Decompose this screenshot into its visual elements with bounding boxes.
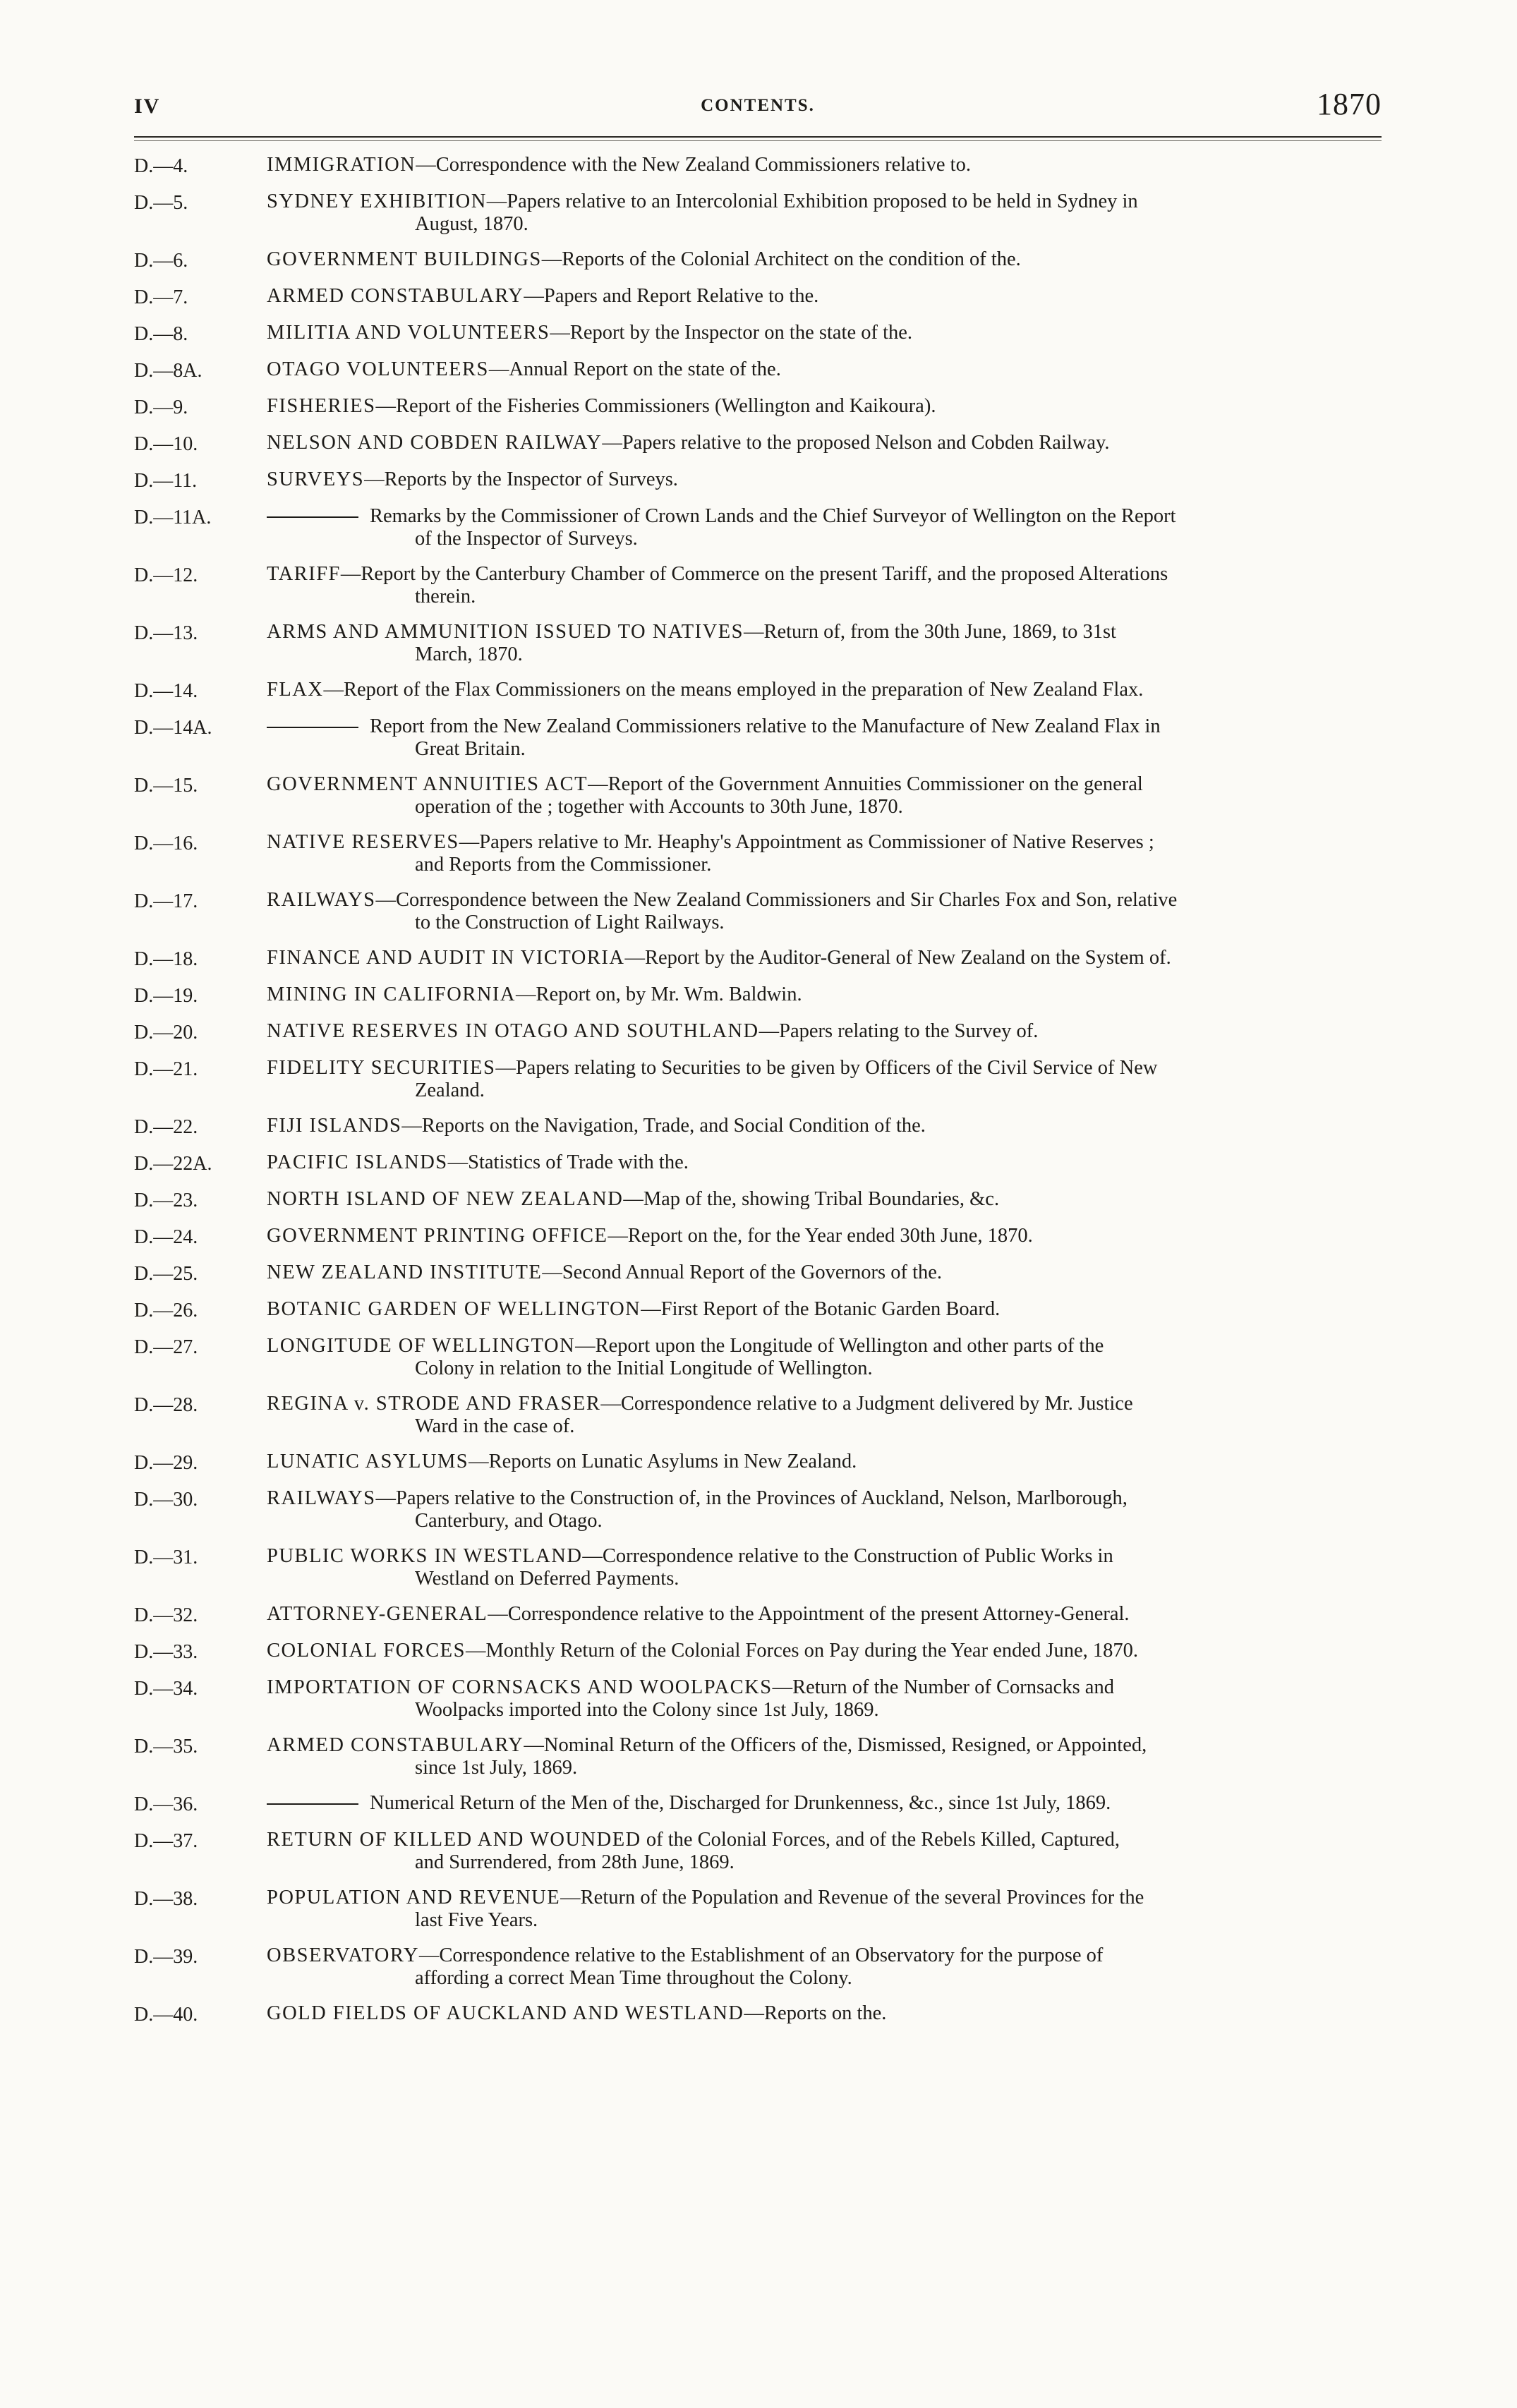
contents-entry	[134, 1734, 1382, 1779]
entry-description	[267, 1057, 1382, 1102]
ditto-dash	[267, 727, 358, 728]
entry-code: D.—32.	[134, 1604, 198, 1626]
entry-text: —Papers relative to the Construction of, in the Provinces of Auckland, Nelson, Marlborough,	[375, 1487, 1128, 1509]
entry-text: —Return of, from the 30th June, 1869, to 31st	[743, 621, 1116, 643]
header-rule-thin	[134, 140, 1382, 141]
entry-title: GOVERNMENT PRINTING OFFICE	[267, 1225, 608, 1247]
entry-text: —Papers relating to Securities to be given by Officers of the Civil Service of New	[495, 1057, 1158, 1079]
entry-text: Numerical Return of the Men of the, Discharged for Drunkenness, &c., since 1st July, 1869.	[370, 1792, 1111, 1814]
entry-title: GOLD FIELDS OF AUCKLAND AND WESTLAND	[267, 2002, 744, 2024]
entry-title: RAILWAYS	[267, 1487, 376, 1509]
entry-code: D.—7.	[134, 286, 188, 308]
entry-title: GOVERNMENT ANNUITIES ACT	[267, 773, 588, 795]
entry-continuation: of the Inspector of Surveys.	[415, 528, 638, 550]
contents-entry	[134, 1225, 1382, 1249]
entry-text: —Papers and Report Relative to the.	[524, 285, 819, 307]
contents-entry	[134, 563, 1382, 608]
entry-text: —Report by the Canterbury Chamber of Commerce on the present Tariff, and the proposed Alterations	[340, 563, 1168, 585]
entry-text: —Correspondence with the New Zealand Commissioners relative to.	[416, 154, 971, 176]
entry-title: BOTANIC GARDEN OF WELLINGTON	[267, 1298, 641, 1320]
contents-entry	[134, 395, 1382, 419]
entry-description	[267, 773, 1382, 818]
contents-entry	[134, 679, 1382, 703]
entry-text: —Report on, by Mr. Wm. Baldwin.	[515, 984, 802, 1005]
entry-text: of the Colonial Forces, and of the Rebels Killed, Captured,	[641, 1829, 1120, 1851]
entry-code: D.—21.	[134, 1058, 198, 1080]
entry-code: D.—6.	[134, 250, 188, 272]
entry-description	[267, 358, 1382, 381]
entry-description	[267, 1298, 1382, 1321]
contents-entry	[134, 621, 1382, 666]
entry-text: —Report on the, for the Year ended 30th June, 1870.	[608, 1225, 1033, 1247]
entry-text: —Report of the Flax Commissioners on the means employed in the preparation of New Zealand Flax.	[323, 679, 1144, 701]
entry-description	[267, 1115, 1382, 1137]
page-header	[134, 86, 1382, 128]
entry-code: D.—39.	[134, 1946, 198, 1968]
entry-description	[267, 1545, 1382, 1590]
contents-entry	[134, 248, 1382, 272]
entry-description	[267, 563, 1382, 608]
entry-continuation: and Surrendered, from 28th June, 1869.	[415, 1851, 735, 1873]
entry-description	[267, 1944, 1382, 1990]
entry-description	[267, 1792, 1382, 1815]
contents-entry	[134, 505, 1382, 550]
entry-description	[267, 1335, 1382, 1380]
entry-continuation: and Reports from the Commissioner.	[415, 854, 712, 876]
entry-title: TARIFF	[267, 563, 341, 585]
entry-code: D.—12.	[134, 564, 198, 586]
entry-continuation: Great Britain.	[415, 738, 526, 760]
entry-text: —Reports on Lunatic Asylums in New Zealand.	[469, 1451, 857, 1472]
contents-entry	[134, 1151, 1382, 1175]
entry-description	[267, 831, 1382, 876]
entry-description	[267, 621, 1382, 666]
entry-code: D.—38.	[134, 1888, 198, 1910]
entry-continuation: Ward in the case of.	[415, 1415, 575, 1437]
entry-code: D.—19.	[134, 985, 198, 1007]
contents-list	[134, 154, 1382, 2039]
entry-text: —Report by the Auditor-General of New Zealand on the System of.	[624, 947, 1171, 969]
entry-description	[267, 1487, 1382, 1532]
contents-entry	[134, 1262, 1382, 1285]
header-rule	[134, 136, 1382, 138]
contents-entry	[134, 1887, 1382, 1932]
entry-title: LONGITUDE OF WELLINGTON	[267, 1335, 576, 1357]
contents-entry	[134, 1545, 1382, 1590]
entry-text: —Papers relative to an Intercolonial Exhibition proposed to be held in Sydney in	[486, 190, 1138, 212]
entry-text: —Statistics of Trade with the.	[447, 1151, 689, 1173]
entry-code: D.—15.	[134, 775, 198, 797]
contents-entry	[134, 1020, 1382, 1044]
entry-description	[267, 1151, 1382, 1174]
contents-entry	[134, 1944, 1382, 1990]
contents-entry	[134, 1451, 1382, 1475]
entry-continuation: operation of the ; together with Accounts to 30th June, 1870.	[415, 796, 903, 818]
document-page	[134, 0, 1382, 2408]
entry-title: FLAX	[267, 679, 324, 701]
contents-entry	[134, 889, 1382, 934]
entry-title: ARMED CONSTABULARY	[267, 285, 524, 307]
contents-entry	[134, 1487, 1382, 1532]
entry-text: Report from the New Zealand Commissioners relative to the Manufacture of New Zealand Flax in	[370, 715, 1161, 737]
entry-title: OBSERVATORY	[267, 1944, 419, 1966]
contents-entry	[134, 831, 1382, 876]
entry-description	[267, 190, 1382, 236]
entry-title: GOVERNMENT BUILDINGS	[267, 248, 542, 270]
entry-title: POPULATION AND REVENUE	[267, 1887, 561, 1908]
entry-continuation: Zealand.	[415, 1079, 485, 1101]
entry-title: MINING IN CALIFORNIA	[267, 984, 516, 1005]
contents-entry	[134, 947, 1382, 971]
contents-entry	[134, 1188, 1382, 1212]
entry-text: —Annual Report on the state of the.	[488, 358, 781, 380]
entry-title: NELSON AND COBDEN RAILWAY	[267, 432, 603, 454]
entry-title: OTAGO VOLUNTEERS	[267, 358, 489, 380]
contents-entry	[134, 1640, 1382, 1664]
entry-title: NEW ZEALAND INSTITUTE	[267, 1262, 543, 1283]
entry-code: D.—35.	[134, 1736, 198, 1757]
contents-entry	[134, 285, 1382, 309]
entry-description	[267, 322, 1382, 344]
entry-text: —Reports of the Colonial Architect on the condition of the.	[541, 248, 1021, 270]
entry-description	[267, 505, 1382, 550]
entry-text: —Papers relative to Mr. Heaphy's Appointment as Commissioner of Native Reserves ;	[459, 831, 1154, 853]
entry-text: —Monthly Return of the Colonial Forces on Pay during the Year ended June, 1870.	[465, 1640, 1138, 1662]
entry-title: NATIVE RESERVES IN OTAGO AND SOUTHLAND	[267, 1020, 759, 1042]
entry-code: D.—18.	[134, 948, 198, 970]
entry-text: —Report upon the Longitude of Wellington and other parts of the	[575, 1335, 1104, 1357]
contents-entry	[134, 190, 1382, 236]
entry-description	[267, 1734, 1382, 1779]
entry-title: ARMED CONSTABULARY	[267, 1734, 524, 1756]
entry-text: —Reports on the.	[744, 2002, 887, 2024]
contents-entry	[134, 715, 1382, 761]
entry-continuation: Canterbury, and Otago.	[415, 1510, 603, 1532]
entry-code: D.—13.	[134, 622, 198, 644]
ditto-dash	[267, 516, 358, 518]
entry-code: D.—4.	[134, 155, 188, 177]
contents-entry	[134, 358, 1382, 382]
entry-code: D.—25.	[134, 1263, 198, 1285]
contents-entry	[134, 154, 1382, 178]
entry-code: D.—31.	[134, 1547, 198, 1568]
page-number: IV	[134, 95, 161, 118]
entry-text: —Correspondence relative to the Establishment of an Observatory for the purpose of	[418, 1944, 1104, 1966]
entry-code: D.—40.	[134, 2004, 198, 2026]
page-title: CONTENTS.	[701, 96, 815, 115]
entry-code: D.—20.	[134, 1022, 198, 1043]
contents-entry	[134, 2002, 1382, 2026]
entry-continuation: Woolpacks imported into the Colony since 1st July, 1869.	[415, 1699, 879, 1721]
entry-text: —First Report of the Botanic Garden Board.	[641, 1298, 1001, 1320]
entry-code: D.—11.	[134, 470, 198, 492]
entry-code: D.—14A.	[134, 717, 212, 739]
year: 1870	[1317, 87, 1382, 121]
entry-code: D.—14.	[134, 680, 198, 702]
entry-code: D.—30.	[134, 1489, 198, 1511]
entry-text: —Correspondence relative to the Construction of Public Works in	[582, 1545, 1113, 1567]
entry-title: SYDNEY EXHIBITION	[267, 190, 487, 212]
entry-title: PACIFIC ISLANDS	[267, 1151, 448, 1173]
entry-continuation: Colony in relation to the Initial Longitude of Wellington.	[415, 1357, 873, 1379]
entry-code: D.—23.	[134, 1190, 198, 1211]
entry-title: COLONIAL FORCES	[267, 1640, 466, 1662]
ditto-dash	[267, 1803, 358, 1805]
entry-title: IMMIGRATION	[267, 154, 416, 176]
contents-entry	[134, 468, 1382, 492]
entry-title: NORTH ISLAND OF NEW ZEALAND	[267, 1188, 624, 1210]
entry-code: D.—28.	[134, 1394, 198, 1416]
entry-description	[267, 1393, 1382, 1438]
entry-text: —Return of the Population and Revenue of the several Provinces for the	[560, 1887, 1144, 1908]
entry-description	[267, 1829, 1382, 1874]
entry-title: MILITIA AND VOLUNTEERS	[267, 322, 550, 344]
entry-code: D.—24.	[134, 1226, 198, 1248]
entry-code: D.—9.	[134, 397, 188, 418]
entry-description	[267, 2002, 1382, 2025]
entry-code: D.—22.	[134, 1116, 198, 1138]
contents-entry	[134, 1115, 1382, 1139]
contents-entry	[134, 773, 1382, 818]
contents-entry	[134, 432, 1382, 456]
entry-title: LUNATIC ASYLUMS	[267, 1451, 469, 1472]
entry-text: —Correspondence relative to a Judgment delivered by Mr. Justice	[600, 1393, 1133, 1415]
entry-code: D.—22A.	[134, 1153, 212, 1175]
entry-continuation: Westland on Deferred Payments.	[415, 1568, 679, 1590]
entry-code: D.—33.	[134, 1641, 198, 1663]
entry-description	[267, 1887, 1382, 1932]
entry-code: D.—5.	[134, 192, 188, 214]
contents-entry	[134, 1057, 1382, 1102]
entry-title: FINANCE AND AUDIT IN VICTORIA	[267, 947, 625, 969]
contents-entry	[134, 1676, 1382, 1722]
entry-description	[267, 1262, 1382, 1284]
contents-entry	[134, 1298, 1382, 1322]
entry-code: D.—16.	[134, 833, 198, 854]
entry-description	[267, 984, 1382, 1006]
entry-text: —Second Annual Report of the Governors of the.	[542, 1262, 943, 1283]
entry-title: RAILWAYS	[267, 889, 376, 911]
entry-code: D.—37.	[134, 1830, 198, 1852]
entry-description	[267, 1451, 1382, 1473]
entry-description	[267, 468, 1382, 491]
entry-description	[267, 947, 1382, 969]
entry-text: —Nominal Return of the Officers of the, Dismissed, Resigned, or Appointed,	[524, 1734, 1147, 1756]
entry-text: —Report by the Inspector on the state of the.	[550, 322, 913, 344]
entry-text: —Map of the, showing Tribal Boundaries, &c.	[623, 1188, 1000, 1210]
entry-text: —Reports by the Inspector of Surveys.	[364, 468, 678, 490]
entry-description	[267, 432, 1382, 454]
entry-code: D.—17.	[134, 890, 198, 912]
entry-description	[267, 395, 1382, 418]
entry-description	[267, 285, 1382, 308]
entry-text: —Correspondence between the New Zealand Commissioners and Sir Charles Fox and Son, relative	[375, 889, 1178, 911]
entry-text: —Report of the Fisheries Commissioners (Wellington and Kaikoura).	[375, 395, 936, 417]
entry-description	[267, 1188, 1382, 1211]
entry-description	[267, 154, 1382, 176]
entry-title: ARMS AND AMMUNITION ISSUED TO NATIVES	[267, 621, 744, 643]
contents-entry	[134, 1335, 1382, 1380]
entry-description	[267, 889, 1382, 934]
entry-code: D.—11A.	[134, 507, 212, 528]
entry-description	[267, 248, 1382, 271]
entry-title: FIJI ISLANDS	[267, 1115, 402, 1137]
entry-continuation: therein.	[415, 586, 476, 607]
entry-code: D.—29.	[134, 1452, 198, 1474]
contents-entry	[134, 1792, 1382, 1816]
contents-entry	[134, 1393, 1382, 1438]
entry-code: D.—36.	[134, 1793, 198, 1815]
entry-code: D.—26.	[134, 1300, 198, 1321]
entry-description	[267, 1676, 1382, 1722]
entry-code: D.—34.	[134, 1678, 198, 1700]
contents-entry	[134, 1603, 1382, 1627]
entry-continuation: March, 1870.	[415, 643, 523, 665]
entry-title: RETURN OF KILLED AND WOUNDED	[267, 1829, 641, 1851]
entry-description	[267, 1225, 1382, 1247]
entry-title: PUBLIC WORKS IN WESTLAND	[267, 1545, 583, 1567]
entry-title: ATTORNEY-GENERAL	[267, 1603, 488, 1625]
entry-continuation: last Five Years.	[415, 1909, 538, 1931]
entry-code: D.—27.	[134, 1336, 198, 1358]
contents-entry	[134, 1829, 1382, 1874]
entry-title: NATIVE RESERVES	[267, 831, 459, 853]
entry-text: Remarks by the Commissioner of Crown Lands and the Chief Surveyor of Wellington on the Report	[370, 505, 1176, 527]
entry-title: IMPORTATION OF CORNSACKS AND WOOLPACKS	[267, 1676, 773, 1698]
contents-entry	[134, 984, 1382, 1008]
contents-entry	[134, 322, 1382, 346]
entry-title: FIDELITY SECURITIES	[267, 1057, 496, 1079]
entry-description	[267, 715, 1382, 761]
entry-description	[267, 1640, 1382, 1662]
entry-description	[267, 1020, 1382, 1043]
entry-text: —Report of the Government Annuities Commissioner on the general	[588, 773, 1143, 795]
entry-code: D.—8A.	[134, 360, 203, 382]
entry-title: FISHERIES	[267, 395, 376, 417]
entry-text: —Papers relating to the Survey of.	[758, 1020, 1039, 1042]
entry-continuation: to the Construction of Light Railways.	[415, 912, 725, 933]
entry-text: —Reports on the Navigation, Trade, and Social Condition of the.	[401, 1115, 926, 1137]
entry-description	[267, 1603, 1382, 1626]
entry-continuation: affording a correct Mean Time throughout the Colony.	[415, 1967, 852, 1989]
entry-description	[267, 679, 1382, 701]
entry-code: D.—8.	[134, 323, 188, 345]
entry-continuation: August, 1870.	[415, 213, 528, 235]
entry-continuation: since 1st July, 1869.	[415, 1757, 578, 1779]
entry-text: —Correspondence relative to the Appointment of the present Attorney-General.	[488, 1603, 1130, 1625]
entry-title: REGINA v. STRODE AND FRASER	[267, 1393, 601, 1415]
entry-text: —Return of the Number of Cornsacks and	[772, 1676, 1114, 1698]
entry-title: SURVEYS	[267, 468, 365, 490]
entry-text: —Papers relative to the proposed Nelson and Cobden Railway.	[602, 432, 1110, 454]
entry-code: D.—10.	[134, 433, 198, 455]
